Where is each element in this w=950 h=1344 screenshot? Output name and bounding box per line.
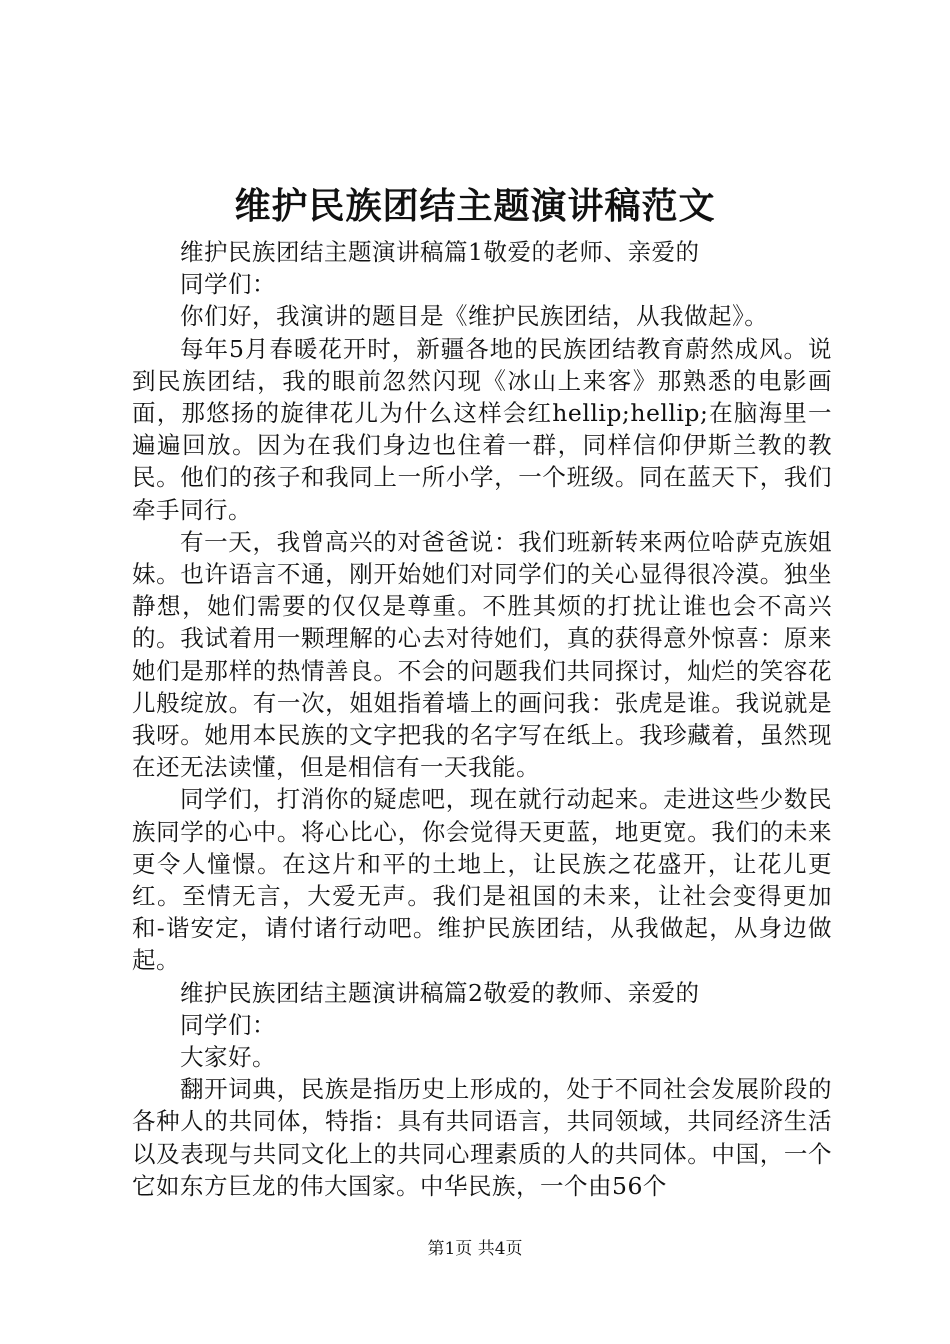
speech1-heading-line1: 维护民族团结主题演讲稿篇1敬爱的老师、亲爱的 bbox=[180, 238, 700, 266]
speech1-paragraph: 同学们，打消你的疑虑吧，现在就行动起来。走进这些少数民族同学的心中。将心比心，你会觉得天更蓝，地更宽。我们的未来更令人憧憬。在这片和平的土地上，让民族之花盛开，让花儿更红。至情无言，大爱无声。我们是祖国的未来，让社会变得更加和-谐安定，请付诸行动吧。维护民族团结，从我做起，从身边做起。 bbox=[132, 785, 832, 975]
page-footer: 第1页 共4页 bbox=[427, 1239, 523, 1259]
speech1-heading-line2: 同学们： bbox=[180, 270, 276, 299]
speech1-paragraph: 有一天，我曾高兴的对爸爸说：我们班新转来两位哈萨克族姐妹。也许语言不通，刚开始她们对同学们的关心显得很冷漠。独坐静想，她们需要的仅仅是尊重。不胜其烦的打扰让谁也会不高兴的。我试着用一颗理解的心去对待她们，真的获得意外惊喜：原来她们是那样的热情善良。不会的问题我们共同探讨，灿烂的笑容花儿般绽放。有一次，姐姐指着墙上的画问我：张虎是谁。我说就是我呀。她用本民族的文字把我的名字写在纸上。我珍藏着，虽然现在还无法读懂，但是相信有一天我能。 bbox=[132, 527, 832, 782]
page-title: 维护民族团结主题演讲稿范文 bbox=[234, 186, 716, 227]
speech2-heading-line2: 同学们： bbox=[180, 1010, 276, 1039]
speech1-paragraph: 每年5月春暖花开时，新疆各地的民族团结教育蔚然成风。说到民族团结，我的眼前忽然闪现《冰山上来客》那熟悉的电影画面，那悠扬的旋律花儿为什么这样会红hellip;hellip;在脑海里一遍遍回放。因为在我们身边也住着一群，同样信仰伊斯兰教的教民。他们的孩子和我同上一所小学，一个班级。同在蓝天下，我们牵手同行。 bbox=[132, 334, 832, 524]
speech1-greeting: 你们好，我演讲的题目是《维护民族团结，从我做起》。 bbox=[180, 302, 769, 331]
speech2-paragraph: 翻开词典，民族是指历史上形成的，处于不同社会发展阶段的各种人的共同体，特指：具有共同语言，共同领域，共同经济生活以及表现与共同文化上的共同心理素质的人的共同体。中国，一个它如东方巨龙的伟大国家。中华民族，一个由56个 bbox=[132, 1075, 832, 1200]
speech2-greeting: 大家好。 bbox=[180, 1043, 276, 1072]
speech1-heading bbox=[132, 236, 832, 300]
speech2-heading-line1: 维护民族团结主题演讲稿篇2敬爱的教师、亲爱的 bbox=[180, 978, 700, 1007]
speech2-heading bbox=[132, 977, 832, 1041]
document-body bbox=[132, 236, 832, 1202]
